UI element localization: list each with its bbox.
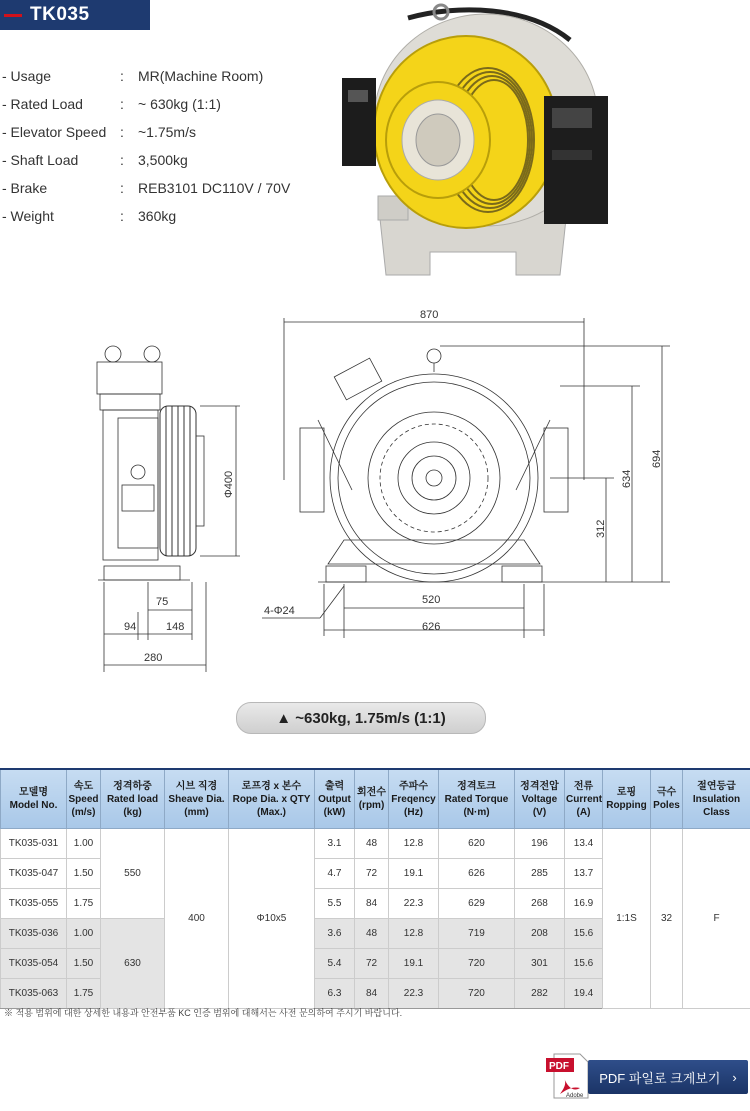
chevron-right-icon: › [732, 1069, 737, 1085]
spec-list [2, 62, 290, 230]
title-accent-line [4, 14, 22, 17]
th-torque: 정격토크 Rated Torque (N·m) [439, 769, 515, 829]
cell-roping: 1:1S [603, 829, 651, 1009]
th-insulation: 절연등급 Insulation Class [683, 769, 750, 829]
th-sheave: 시브 직경 Sheave Dia. (mm) [165, 769, 229, 829]
spec-row-usage: - Usage : MR(Machine Room) [2, 68, 264, 84]
table-row: TK035-054 1.50 5.4 72 19.1 720 301 15.6 [1, 949, 750, 979]
table-row: TK035-031 1.00 550 400 Φ10x5 3.1 48 12.8 620 196 13.4 1:1S 32 F [1, 829, 750, 859]
dim-870: 870 [420, 309, 439, 321]
spec-row-rated-load: - Rated Load : ~ 630kg (1:1) [2, 96, 221, 112]
drawing-caption: ▲ ~630kg, 1.75m/s (1:1) [236, 702, 486, 734]
table-row: TK035-055 1.75 5.5 84 22.3 629 268 16.9 [1, 889, 750, 919]
footnote: ※ 적용 범위에 대한 상세한 내용과 안전부품 KC 인증 범위에 대해서는 사전 문의하여 주시기 바랍니다. [4, 1008, 403, 1018]
spec-row-brake: - Brake : REB3101 DC110V / 70V [2, 180, 291, 196]
spec-row-weight: - Weight : 360kg [2, 208, 177, 224]
pdf-file-icon[interactable] [544, 1052, 592, 1100]
th-poles: 극수 Poles [651, 769, 683, 829]
spec-row-speed: - Elevator Speed : ~1.75m/s [2, 124, 196, 140]
cell-poles: 32 [651, 829, 683, 1009]
dim-634: 634 [621, 469, 633, 488]
th-model: 모델명 Model No. [1, 769, 67, 829]
th-voltage: 정격전압 Voltage (V) [515, 769, 565, 829]
th-rated-load: 정격하중 Rated load (kg) [101, 769, 165, 829]
dim-d400: Φ400 [223, 470, 235, 498]
dim-520: 520 [422, 594, 441, 606]
traction-machine-photo [338, 0, 610, 288]
th-output: 출력 Output (kW) [315, 769, 355, 829]
table-row: TK035-047 1.50 4.7 72 19.1 626 285 13.7 [1, 859, 750, 889]
spec-row-shaft-load: - Shaft Load : 3,500kg [2, 152, 188, 168]
table-row: TK035-063 1.75 6.3 84 22.3 720 282 19.4 [1, 979, 750, 1009]
dim-hole: 4-Φ24 [264, 605, 295, 617]
dim-312: 312 [595, 519, 607, 538]
cell-insulation: F [683, 829, 750, 1009]
dim-626: 626 [422, 621, 441, 633]
cell-sheave: 400 [165, 829, 229, 1009]
svg-text:Adobe: Adobe [566, 1093, 584, 1099]
th-rope: 로프경 x 본수 Rope Dia. x QTY (Max.) [229, 769, 315, 829]
th-frequency: 주파수 Freqency (Hz) [389, 769, 439, 829]
cell-load-630: 630 [101, 919, 165, 1009]
table-header-row [1, 769, 750, 829]
dim-148: 148 [166, 621, 185, 633]
svg-text:PDF: PDF [549, 1061, 569, 1072]
th-current: 전류 Current (A) [565, 769, 603, 829]
dim-280: 280 [144, 652, 163, 664]
dim-75: 75 [156, 596, 169, 608]
th-roping: 로핑 Ropping [603, 769, 651, 829]
th-speed: 속도 Speed (m/s) [67, 769, 101, 829]
front-view [262, 318, 670, 638]
cell-load-550: 550 [101, 829, 165, 919]
cell-rope: Φ10x5 [229, 829, 315, 1009]
page-title-bar [0, 0, 150, 30]
table-row: TK035-036 1.00 630 3.6 48 12.8 719 208 15.6 [1, 919, 750, 949]
dimension-drawing [0, 300, 750, 700]
spec-table [0, 768, 750, 1009]
view-pdf-label: PDF 파일로 크게보기 [599, 1070, 721, 1086]
view-pdf-button[interactable] [588, 1060, 748, 1094]
dim-94: 94 [124, 621, 137, 633]
dimension-labels [124, 309, 663, 664]
page-title: TK035 [30, 4, 90, 25]
th-rpm: 회전수 (rpm) [355, 769, 389, 829]
dim-694: 694 [651, 449, 663, 468]
